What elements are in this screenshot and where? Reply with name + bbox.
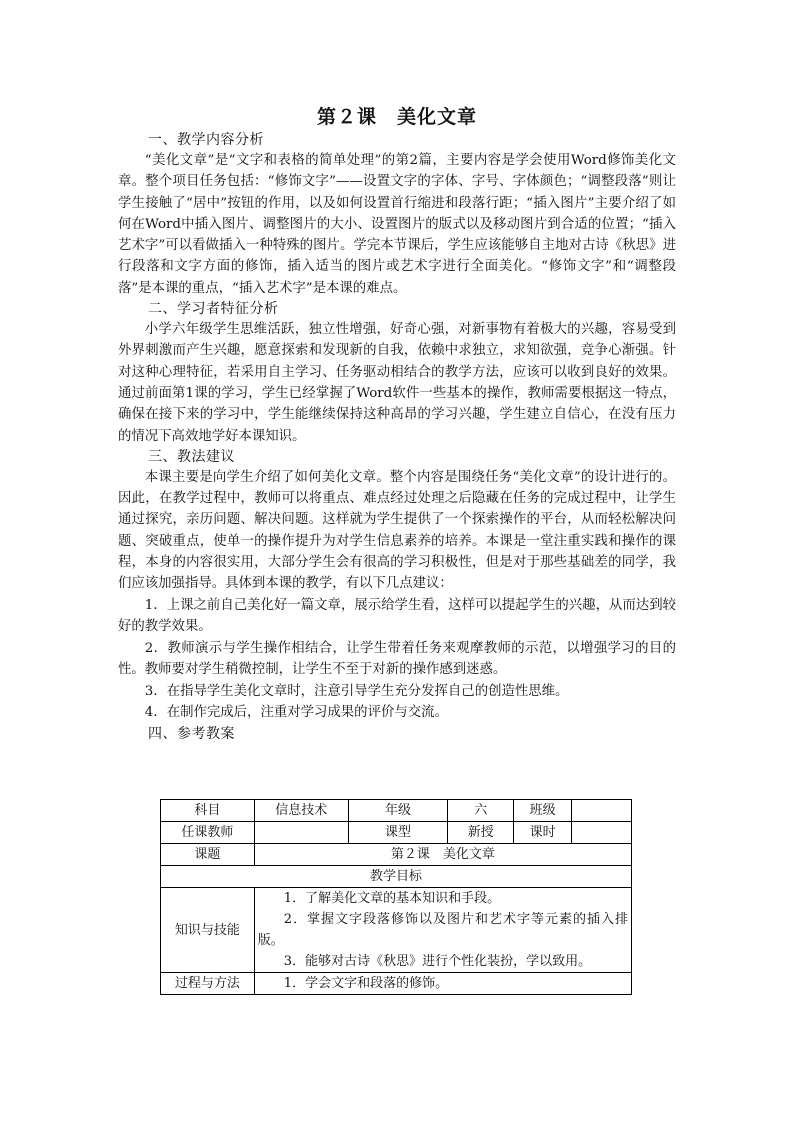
section-text-3: 本课主要是向学生介绍了如何美化文章。整个内容是围绕任务“美化文章”的设计进行的。因此，在教学过程中，教师可以将重点、难点经过处理之后隐藏在任务的完成过程中，让学生通过探究，亲历问题、解决问题。这样就为学生提供了一个探索操作的平台，从而轻松解决问题、突破重点，使单一的操作提升为对学生信息素养的培养。本课是一堂注重实践和操作的课程，本身的内容很实用，大部分学生会有很高的学习积极性，但是对于那些基础差的同学，我们应该加强指导。具体到本课的教学，有以下几点建议： (118, 469, 676, 592)
grade-label: 年级 (348, 800, 448, 822)
section-heading-1: 一、教学内容分析 (148, 132, 264, 148)
type-label: 课型 (348, 822, 448, 844)
suggestion-item-1: 1．上课之前自己美化好一篇文章，展示给学生看，这样可以提起学生的兴趣，从而达到较好的教学效果。 (118, 597, 676, 635)
table-row (161, 973, 632, 995)
knowledge-cell (254, 888, 631, 973)
knowledge-item-3: 3．能够对古诗《秋思》进行个性化装扮，学以致用。 (283, 954, 592, 969)
period-label: 课时 (514, 822, 572, 844)
period-value (572, 822, 632, 844)
section-heading-4: 四、参考教案 (148, 725, 235, 742)
page-title: 第２课 美化文章 (316, 106, 477, 128)
section-heading-2: 二、学习者特征分析 (148, 301, 279, 318)
process-label: 过程与方法 (161, 973, 255, 995)
topic-value: 第２课 美化文章 (254, 844, 631, 866)
topic-label: 课题 (161, 844, 255, 866)
class-label: 班级 (514, 800, 572, 822)
subject-value: 信息技术 (254, 800, 348, 822)
lesson-plan-table (160, 799, 632, 995)
process-item-1: 1．学会文字和段落的修饰。 (283, 976, 449, 991)
process-cell (254, 973, 631, 995)
knowledge-item-1: 1．了解美化文章的基本知识和手段。 (283, 891, 501, 906)
suggestion-item-2: 2．教师演示与学生操作相结合，让学生带着任务来观摩教师的示范，以增强学习的目的性。教师要对学生稍微控制，让学生不至于对新的操作感到迷惑。 (118, 640, 676, 678)
knowledge-label: 知识与技能 (161, 888, 255, 973)
type-value: 新授 (448, 822, 514, 844)
grade-value: 六 (448, 800, 514, 822)
teacher-value (254, 822, 348, 844)
subject-label: 科目 (161, 800, 255, 822)
table-row (161, 822, 632, 844)
table-row (161, 888, 632, 973)
suggestion-item-3: 3．在指导学生美化文章时，注意引导学生充分发挥自己的创造性思维。 (144, 683, 569, 699)
table-row (161, 866, 632, 888)
table-row (161, 800, 632, 822)
class-value (572, 800, 632, 822)
suggestion-item-4: 4．在制作完成后，注重对学习成果的评价与交流。 (144, 705, 448, 721)
table-row (161, 844, 632, 866)
goals-header: 教学目标 (161, 866, 632, 888)
section-heading-3: 三、教法建议 (148, 448, 235, 465)
document-page (118, 104, 676, 991)
section-text-1: “美化文章”是“文字和表格的简单处理”的第2篇，主要内容是学会使用Word修饰美化文章。整个项目任务包括：“修饰文字”——设置文字的字体、字号、字体颜色；“调整段落”则让学生接触了“居中”按钮的作用，以及如何设置首行缩进和段落行距；“插入图片”主要介绍了如何在Word中插入图片、调整图片的大小、设置图片的版式以及移动图片到合适的位置；“插入艺术字”可以看做插入一种特殊的图片。学完本节课后，学生应该能够自主地对古诗《秋思》进行段落和文字方面的修饰，插入适当的图片或艺术字进行全面美化。“修饰文字”和“调整段落”是本课的重点，“插入艺术字”是本课的难点。 (118, 153, 676, 296)
knowledge-item-2: 2．掌握文字段落修饰以及图片和艺术字等元素的插入排版。 (257, 912, 628, 948)
teacher-label: 任课教师 (161, 822, 255, 844)
section-text-2: 小学六年级学生思维活跃，独立性增强，好奇心强，对新事物有着极大的兴趣，容易受到外界刺激而产生兴趣，愿意探索和发现新的自我，依赖中求独立，求知欲强，竞争心渐强。针对这种心理特征，若采用自主学习、任务驱动相结合的教学方法，应该可以收到良好的效果。通过前面第1课的学习，学生已经掌握了Word软件一些基本的操作，教师需要根据这一特点，确保在接下来的学习中，学生能继续保持这种高昂的学习兴趣，学生建立自信心，在没有压力的情况下高效地学好本课知识。 (118, 322, 676, 444)
